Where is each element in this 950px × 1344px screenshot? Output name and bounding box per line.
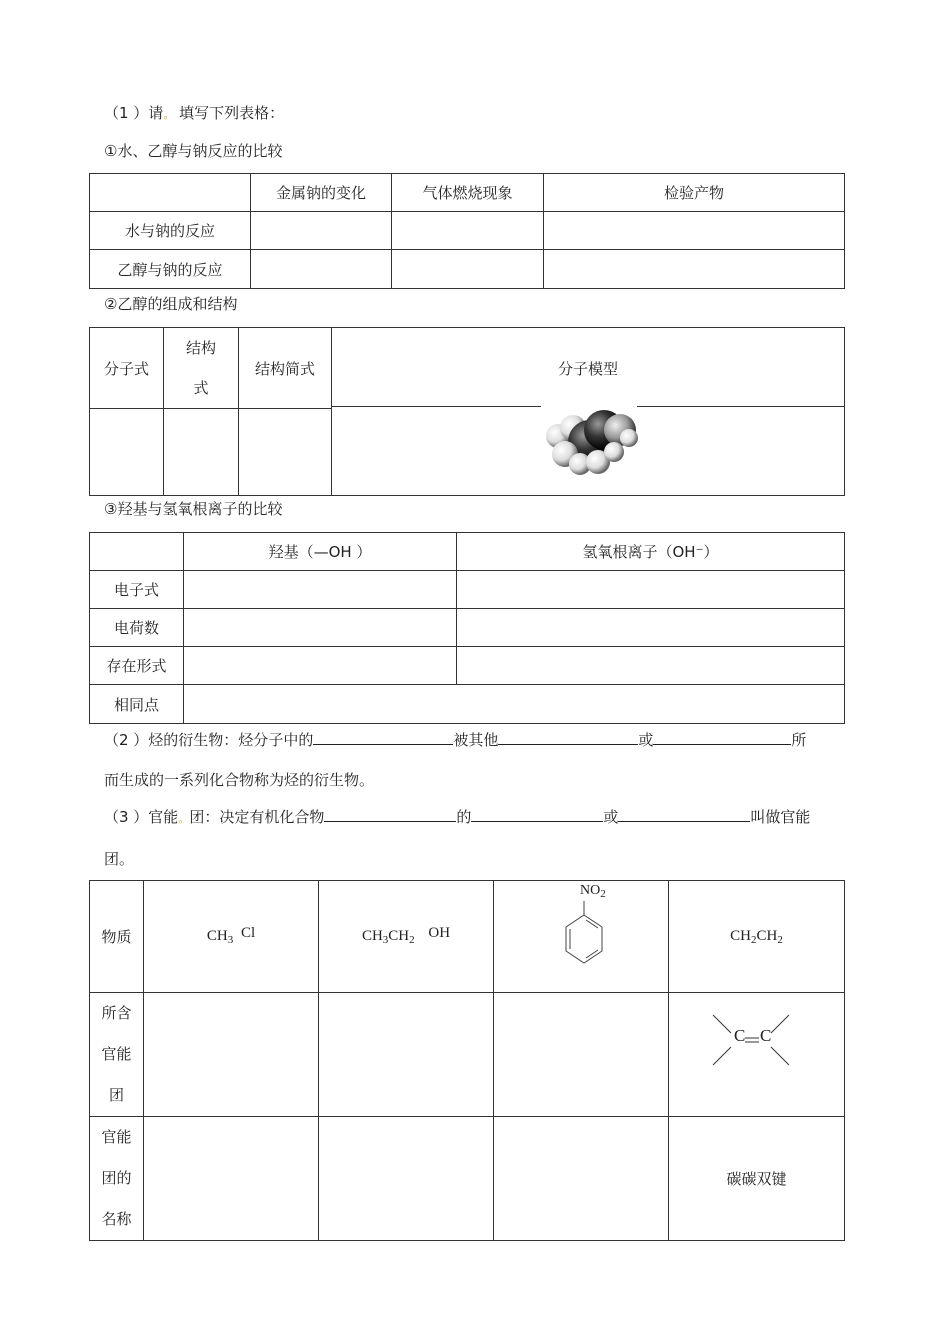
table-cell[interactable] — [457, 609, 845, 647]
blank-field[interactable] — [618, 807, 750, 822]
row-label: 官能 团的 名称 — [90, 1117, 144, 1241]
ethanol-space-filling-model-icon — [540, 402, 640, 482]
table-cell[interactable] — [544, 212, 845, 250]
table-sodium-reaction — [89, 173, 845, 289]
table-header: 检验产物 — [544, 174, 845, 212]
carbon-label: C — [734, 1026, 746, 1045]
table-cell[interactable] — [184, 609, 457, 647]
q3-line2: 团。 — [104, 850, 135, 868]
blank-field[interactable] — [498, 730, 638, 745]
table-cell[interactable] — [494, 993, 669, 1117]
table-cell[interactable] — [184, 571, 457, 609]
table-cell[interactable] — [457, 571, 845, 609]
table-cell[interactable] — [251, 250, 392, 289]
table-header: 金属钠的变化 — [251, 174, 392, 212]
table-cell[interactable] — [184, 685, 845, 724]
section-title-3: ③羟基与氢氧根离子的比较 — [104, 500, 283, 518]
dot-mark: 。 — [163, 108, 175, 121]
blank-field[interactable] — [471, 807, 603, 822]
row-label: 存在形式 — [90, 647, 184, 685]
q3-line1: （3 ）官能。团：决定有机化合物 的 或 叫做官能 — [104, 808, 811, 826]
table-cell[interactable] — [494, 1117, 669, 1241]
table-hydroxyl-comparison — [89, 532, 845, 724]
table-header: 分子式 — [90, 328, 164, 409]
table-header — [90, 533, 184, 571]
q2-line1: （2 ）烃的衍生物：烃分子中的 被其他 或 所 — [104, 731, 807, 749]
blank-field[interactable] — [313, 730, 453, 745]
table-cell[interactable] — [144, 993, 319, 1117]
table-header — [90, 174, 251, 212]
table-cell[interactable] — [239, 409, 332, 496]
formula-ch3cl: $CH_3$ Cl — [144, 881, 319, 993]
cc-double-bond-cell — [669, 993, 845, 1117]
row-label: 电子式 — [90, 571, 184, 609]
table-cell[interactable] — [184, 647, 457, 685]
table-cell[interactable] — [392, 250, 544, 289]
q2-line2: 而生成的一系列化合物称为烃的衍生物。 — [104, 771, 375, 789]
dot-mark: 。 — [178, 812, 190, 825]
row-label: 电荷数 — [90, 609, 184, 647]
table-cell[interactable] — [392, 212, 544, 250]
table-cell[interactable] — [251, 212, 392, 250]
table-cell[interactable] — [457, 647, 845, 685]
blank-field[interactable] — [653, 730, 791, 745]
table-cell[interactable] — [319, 1117, 494, 1241]
table-header: 氢氧根离子（OH⁻） — [457, 533, 845, 571]
row-label: 乙醇与钠的反应 — [90, 250, 251, 289]
row-label: 相同点 — [90, 685, 184, 724]
benzene-ring-icon — [562, 901, 606, 973]
blank-field[interactable] — [324, 807, 456, 822]
divider — [331, 406, 541, 407]
table-ethanol-structure — [89, 327, 845, 496]
row-label: 所含 官能 团 — [90, 993, 144, 1117]
section-title-2: ②乙醇的组成和结构 — [104, 295, 238, 313]
divider — [637, 406, 844, 407]
table-cell[interactable] — [164, 409, 239, 496]
cc-double-bond-name: 碳碳双键 — [669, 1117, 845, 1241]
table-cell[interactable] — [319, 993, 494, 1117]
nitro-label: $NO_2$ — [580, 883, 606, 900]
table-cell[interactable] — [144, 1117, 319, 1241]
table-functional-groups — [89, 880, 845, 1241]
table-header: 羟基（—OH ） — [184, 533, 457, 571]
carbon-label: C — [760, 1026, 772, 1045]
formula-ethylene: $CH_2CH_2$ — [669, 881, 845, 993]
table-header: 分子模型 — [332, 328, 845, 409]
table-header: 结构 式 — [164, 328, 239, 409]
table-header: 结构简式 — [239, 328, 332, 409]
table-cell[interactable] — [90, 409, 164, 496]
q1-title: （1 ）请。 填写下列表格： — [104, 104, 285, 122]
table-cell[interactable] — [544, 250, 845, 289]
cc-double-bond-icon — [711, 1013, 791, 1067]
formula-ethanol: $CH_3CH_2$ OH — [319, 881, 494, 993]
formula-nitrobenzene — [494, 881, 669, 993]
table-header: 气体燃烧现象 — [392, 174, 544, 212]
section-title-1: ①水、乙醇与钠反应的比较 — [104, 142, 283, 160]
row-label: 物质 — [90, 881, 144, 993]
row-label: 水与钠的反应 — [90, 212, 251, 250]
